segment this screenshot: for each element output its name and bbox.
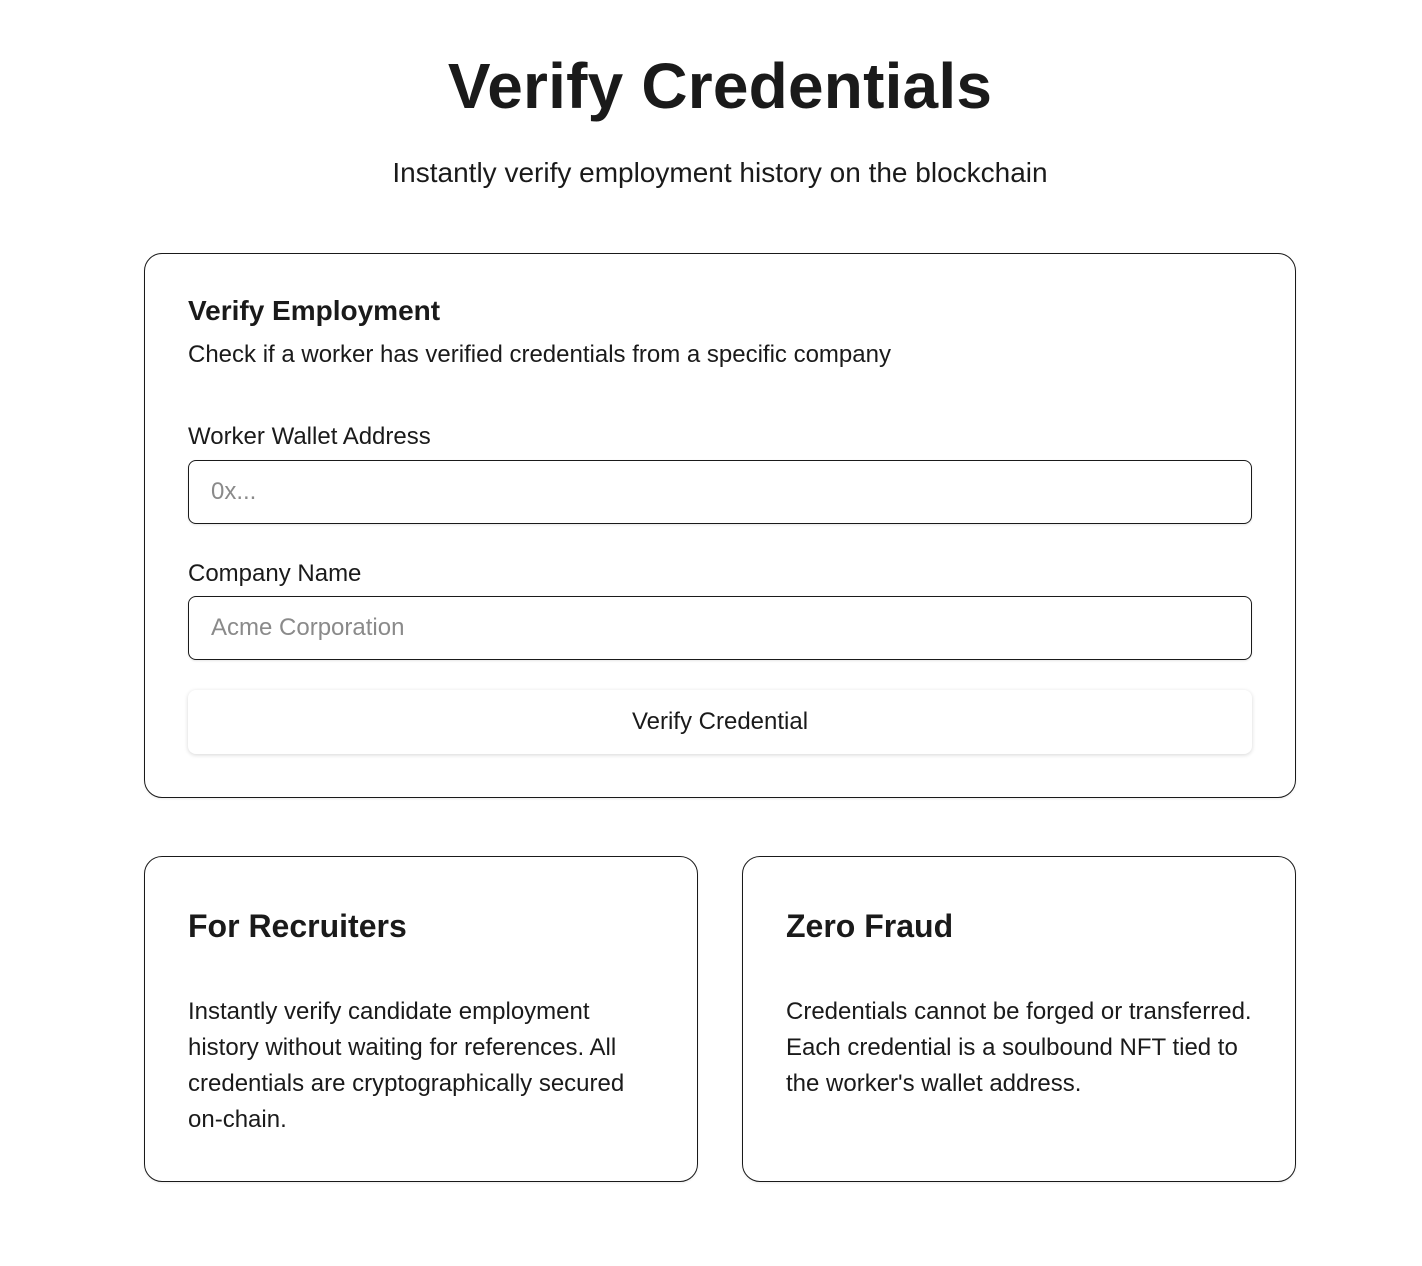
page-title: Verify Credentials xyxy=(447,50,993,122)
zero-fraud-text: Credentials cannot be forged or transferred. Each credential is a soulbound NFT tied to the worker's wallet address. xyxy=(786,998,1252,1097)
verify-employment-title: Verify Employment xyxy=(188,295,441,326)
worker-wallet-label: Worker Wallet Address xyxy=(188,423,431,450)
company-name-input[interactable] xyxy=(188,596,1252,660)
verify-employment-card xyxy=(144,253,1296,798)
worker-wallet-input[interactable] xyxy=(188,460,1252,524)
for-recruiters-card xyxy=(144,856,698,1182)
company-name-label: Company Name xyxy=(188,560,362,587)
zero-fraud-card xyxy=(742,856,1296,1182)
verify-credential-button[interactable]: Verify Credential xyxy=(188,690,1252,754)
for-recruiters-title: For Recruiters xyxy=(188,908,407,944)
for-recruiters-text: Instantly verify candidate employment history without waiting for references. All credentials are cryptographically secured on-chain. xyxy=(188,998,625,1133)
zero-fraud-title: Zero Fraud xyxy=(786,908,954,944)
verify-employment-description: Check if a worker has verified credentials from a specific company xyxy=(188,341,891,368)
page-subtitle: Instantly verify employment history on the blockchain xyxy=(392,157,1048,188)
